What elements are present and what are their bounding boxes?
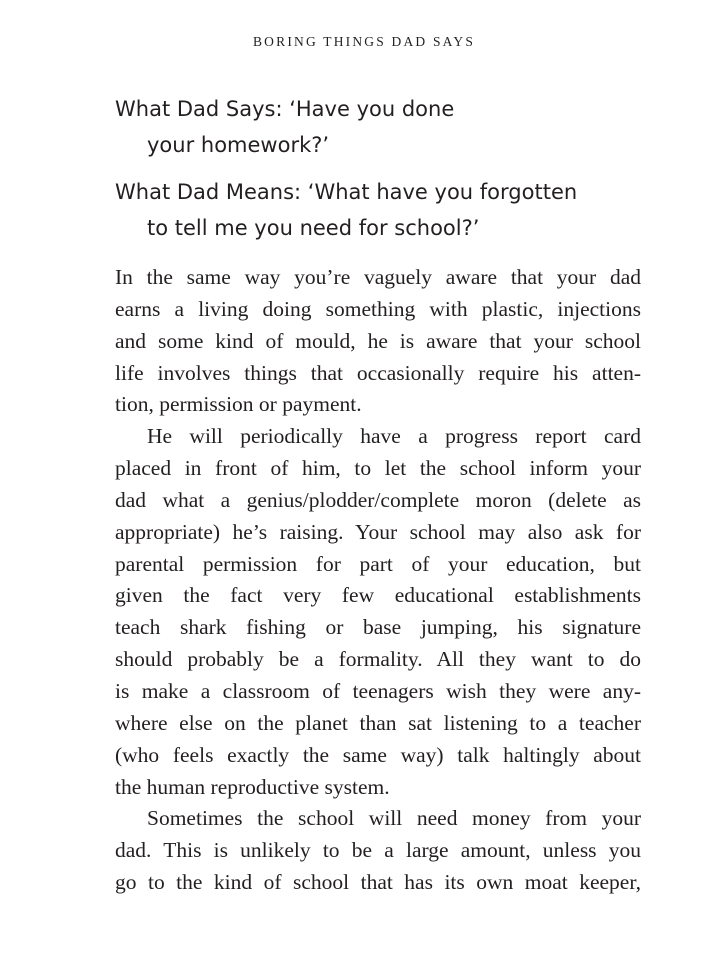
- paragraph-2-line: teach shark fishing or base jumping, his signature: [115, 615, 641, 640]
- dad-means-line: to tell me you need for school?’: [147, 216, 480, 240]
- paragraph-2-line: dad what a genius/plodder/complete moron (delete as: [115, 487, 641, 512]
- paragraph-2-line: He will periodically have a progress report card: [147, 424, 641, 449]
- dad-says-line: What Dad Says: ‘Have you done: [115, 97, 455, 121]
- paragraph-1-line: tion, permission or payment.: [115, 392, 362, 417]
- paragraph-3-line: go to the kind of school that has its own moat keeper,: [115, 870, 641, 895]
- paragraph-1-line: life involves things that occasionally require his atten-: [115, 360, 641, 385]
- paragraph-2-line: given the fact very few educational establishments: [115, 583, 641, 608]
- running-head: BORING THINGS DAD SAYS: [252, 34, 476, 49]
- paragraph-2-line: should probably be a formality. All they want to do: [115, 647, 641, 672]
- paragraph-2-line: is make a classroom of teenagers wish they were any-: [115, 678, 641, 703]
- paragraph-3-line: dad. This is unlikely to be a large amount, unless you: [115, 838, 641, 863]
- paragraph-1-line: earns a living doing something with plastic, injections: [115, 296, 641, 321]
- body-text: [115, 262, 641, 899]
- dad-means-line: What Dad Means: ‘What have you forgotten: [115, 180, 578, 204]
- paragraph-1-line: and some kind of mould, he is aware that your school: [115, 328, 641, 353]
- paragraph-2-line: where else on the planet than sat listening to a teacher: [115, 710, 641, 735]
- paragraph-2-line: the human reproductive system.: [115, 774, 390, 799]
- paragraph-3-line: Sometimes the school will need money from your: [147, 806, 641, 831]
- paragraph-2-line: appropriate) he’s raising. Your school may also ask for: [115, 519, 641, 544]
- paragraph-2-line: placed in front of him, to let the school inform your: [115, 456, 641, 481]
- dad-says-line: your homework?’: [147, 133, 330, 157]
- paragraph-1-line: In the same way you’re vaguely aware that your dad: [115, 265, 641, 289]
- dad-means-block: [115, 174, 675, 246]
- paragraph-2-line: parental permission for part of your education, but: [115, 551, 641, 576]
- paragraph-2-line: (who feels exactly the same way) talk haltingly about: [115, 742, 641, 767]
- dad-says-block: [115, 91, 675, 163]
